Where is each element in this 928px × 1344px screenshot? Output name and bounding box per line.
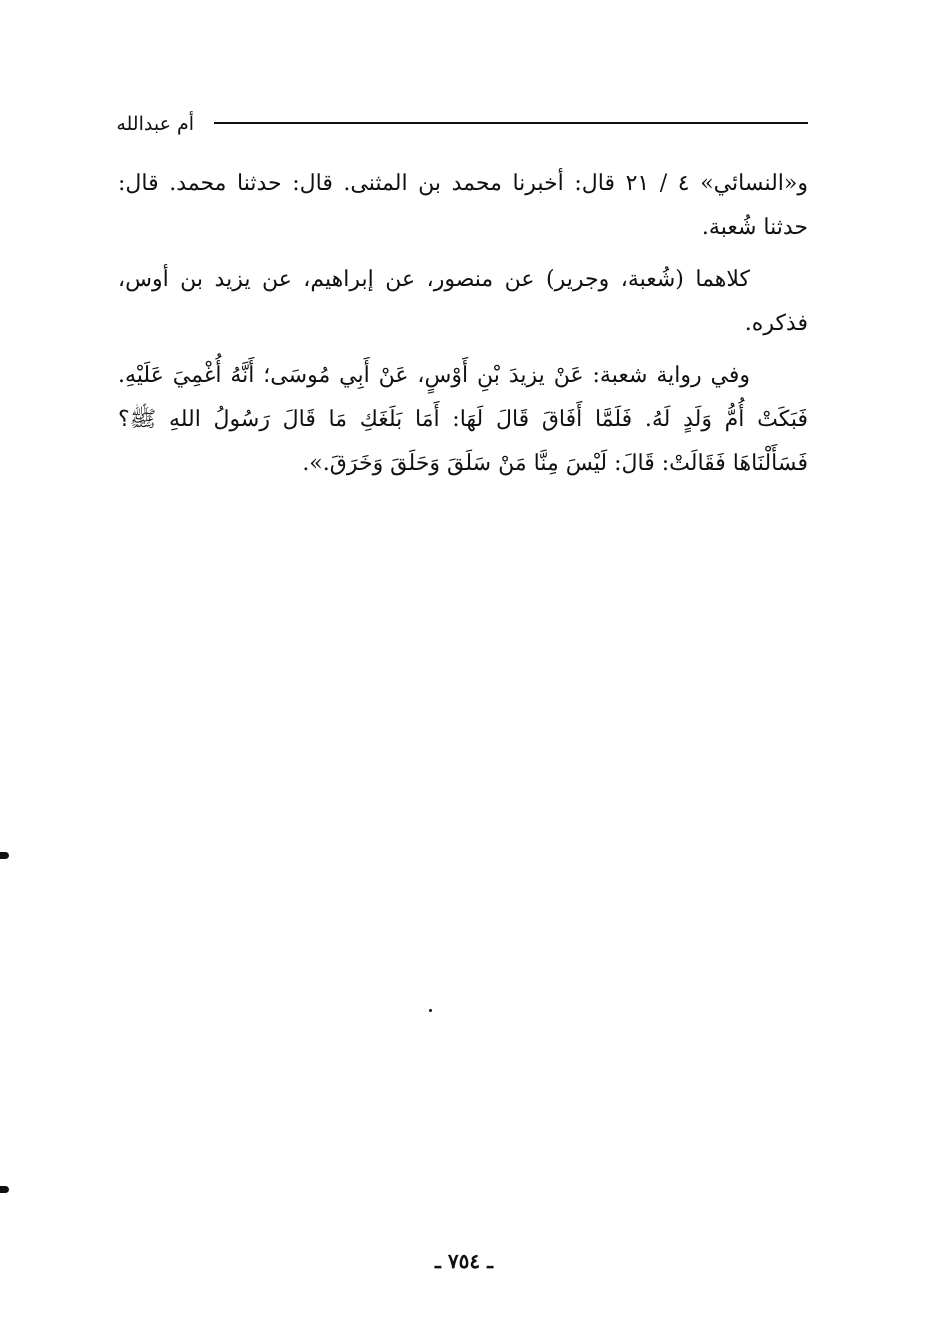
scan-edge-mark — [0, 852, 9, 859]
header-rule — [214, 122, 808, 124]
text-line: فَبَكَتْ أُمُّ وَلَدٍ لَهُ. فَلَمَّا أَفَاقَ قَالَ لَهَا: أَمَا بَلَغَكِ مَا قَالَ رَسُولُ اللهِ ﷺ؟ فَسَأَلْنَاهَا — [118, 407, 808, 476]
text-line: و«النسائي» ٤ / ٢١ قال: أخبرنا محمد بن المثنى. قال: حدثنا محمد. قال: — [118, 171, 808, 196]
text-line: فَقَالَتْ: قَالَ: لَيْسَ مِنَّا مَنْ سَلَقَ وَحَلَقَ وَخَرَقَ.». — [302, 451, 726, 476]
scan-edge-mark — [0, 1186, 9, 1193]
running-header — [118, 110, 808, 142]
scan-speck — [429, 1009, 432, 1012]
text-line: كلاهما (شُعبة، وجرير) عن منصور، عن إبراهيم، عن يزيد بن أوس، — [118, 267, 750, 292]
page-number: ـ ٧٥٤ ـ — [435, 1249, 493, 1273]
header-title: أم عبدالله — [116, 113, 194, 135]
text-line: حدثنا شُعبة. — [701, 215, 808, 240]
paragraph-narration — [118, 354, 808, 486]
text-line: وفي رواية شعبة: عَنْ يزيدَ بْنِ أَوْسٍ، عَنْ أَبِي مُوسَى؛ أَنَّهُ أُغْمِيَ عَلَيْهِ. — [118, 363, 750, 388]
paragraph-citation — [118, 162, 808, 250]
body-text — [118, 162, 808, 494]
paragraph-chain — [118, 258, 808, 346]
text-line: فذكره. — [744, 311, 808, 336]
